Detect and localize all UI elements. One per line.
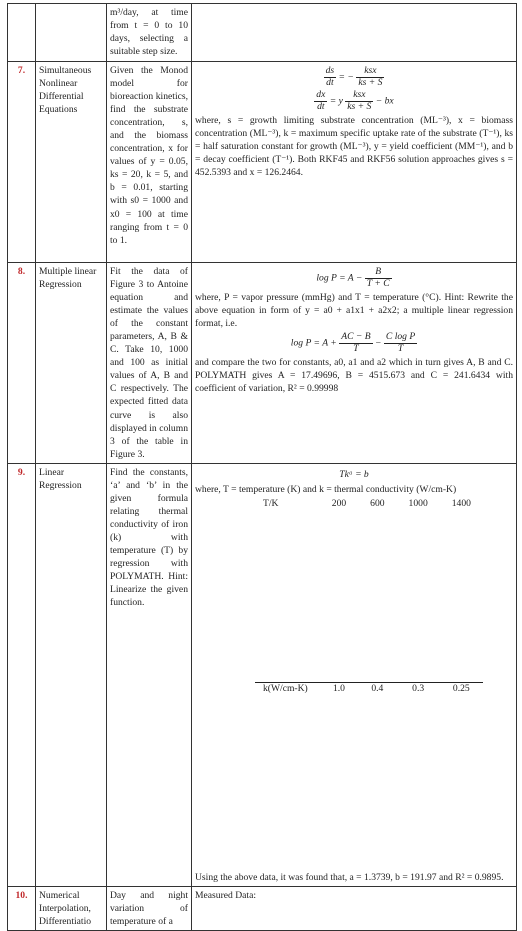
table-row xyxy=(8,464,517,887)
row-solution xyxy=(192,263,517,464)
eq-denominator: T xyxy=(397,342,404,354)
row-number: 9. xyxy=(8,464,36,887)
eq-denominator: ks + S xyxy=(358,76,383,88)
row-solution xyxy=(192,464,517,887)
row-category: Linear Regression xyxy=(36,464,107,887)
row-solution xyxy=(192,62,517,263)
row-category: Multiple linear Regression xyxy=(36,263,107,464)
data-cell: 600 xyxy=(358,498,396,683)
row-number: 8. xyxy=(8,263,36,464)
eq-numerator: AC − B xyxy=(341,331,371,343)
data-cell: 1000 xyxy=(397,498,440,683)
conductivity-data-table xyxy=(255,498,483,867)
antoine-equation xyxy=(195,267,513,289)
eq-denominator: T + C xyxy=(366,277,390,289)
table-row xyxy=(8,263,517,464)
table-row xyxy=(8,4,517,62)
row-category xyxy=(36,4,107,62)
row-number: 7. xyxy=(8,62,36,263)
row-category: Simultaneous Nonlinear Differential Equations xyxy=(36,62,107,263)
eq-denominator: ks + S xyxy=(347,100,372,112)
solution-text: where, s = growth limiting substrate concentration (ML⁻³), x = biomass concentration (ML⁻³), k = maximum specific uptake rate of the substrate (T⁻¹), ks = half saturation constant for growth (ML⁻³), y = yield coefficient (MM⁻¹), and b = decay coefficient (T⁻¹). Both RKF45 and RKF56 solution approaches gives s = 452.5393 and x = 126.2464. xyxy=(195,115,513,179)
row-problem: m³/day, at time from t = 0 to 10 days, selecting a suitable step size. xyxy=(107,4,192,62)
row-solution xyxy=(192,4,517,62)
data-cell: 1.0 xyxy=(332,683,345,695)
row-category: Numerical Interpolation, Differentiatio xyxy=(36,887,107,931)
row-number: 10. xyxy=(8,887,36,931)
data-table-row xyxy=(255,683,483,868)
eq-denominator: dt xyxy=(326,76,334,88)
data-table-header xyxy=(255,498,483,683)
solution-text: where, P = vapor pressure (mmHg) and T = temperature (°C). Hint: Rewrite the above equation in form of y = a0 + a1x1 + a2x2; a multiple linear regression format, i.e. xyxy=(195,292,513,330)
solution-text: and compare the two for constants, a0, a1 and a2 which in turn gives A, B and C. POLYMATH gives A = 17.49696, B = 4515.673 and C = 241.6434 with coefficient of variation, R² = 0.99998 xyxy=(195,357,513,395)
eq-numerator: ksx xyxy=(356,66,384,78)
conductivity-equation: Tkᵃ = b xyxy=(339,469,369,480)
eq-lhs: log P = A − xyxy=(316,272,363,284)
eq-tail: − bx xyxy=(375,95,394,107)
monod-equation-substrate xyxy=(195,66,513,88)
table-row xyxy=(8,887,517,931)
data-cell: T/K xyxy=(255,498,320,683)
row-problem: Fit the data of Figure 3 to Antoine equation and estimate the values of the constant parameters, A, B & C. Take 10, 1000 and 100 as initial values of A, B and C respectively. The expected fitted data curve is also displayed in column 3 of the table in Figure 3. xyxy=(107,263,192,464)
eq-numerator: ds xyxy=(325,65,335,76)
eq-numerator: C log P xyxy=(385,331,416,343)
eq-operator: − xyxy=(375,337,382,349)
eq-denominator: T xyxy=(353,342,359,354)
eq-numerator: ksx xyxy=(345,90,373,102)
table-row xyxy=(8,62,517,263)
data-cell: 0.3 xyxy=(412,683,425,695)
problems-table xyxy=(7,3,517,931)
row-solution: Measured Data: xyxy=(192,887,517,931)
eq-operator: = − xyxy=(338,71,354,83)
data-cell: k(W/cm-K) xyxy=(263,683,308,695)
solution-text: where, T = temperature (K) and k = thermal conductivity (W/cm-K) xyxy=(195,484,457,496)
row-problem: Find the constants, ‘a’ and ‘b’ in the given formula relating thermal conductivity of iron (k) with temperature (T) by regression with POLYMATH. Hint: Linearize the given function. xyxy=(107,464,192,887)
monod-equation-biomass xyxy=(195,90,513,112)
solution-text: Using the above data, it was found that, a = 1.3739, b = 191.97 and R² = 0.9895. xyxy=(195,872,504,884)
row-problem: Given the Monod model for bioreaction kinetics, find the substrate concentration, s, and the biomass concentration, x for values of y = 0.05, ks = 20, k = 5, and b = 0.01, starting with s0 = 1000 and x0 = 100 at time ranging from t = 0 to 1. xyxy=(107,62,192,263)
eq-denominator: dt xyxy=(317,100,325,112)
eq-lhs: log P = A + xyxy=(290,337,337,349)
row-problem: Day and night variation of temperature of a xyxy=(107,887,192,931)
data-cell: 200 xyxy=(320,498,358,683)
data-cell: 1400 xyxy=(440,498,483,683)
row-number xyxy=(8,4,36,62)
eq-operator: = y xyxy=(329,95,343,107)
eq-numerator: B xyxy=(365,267,392,279)
data-cell: 0.25 xyxy=(452,683,470,695)
data-cell: 0.4 xyxy=(371,683,384,695)
linearized-antoine-equation xyxy=(195,332,513,354)
eq-numerator: dx xyxy=(316,89,326,101)
